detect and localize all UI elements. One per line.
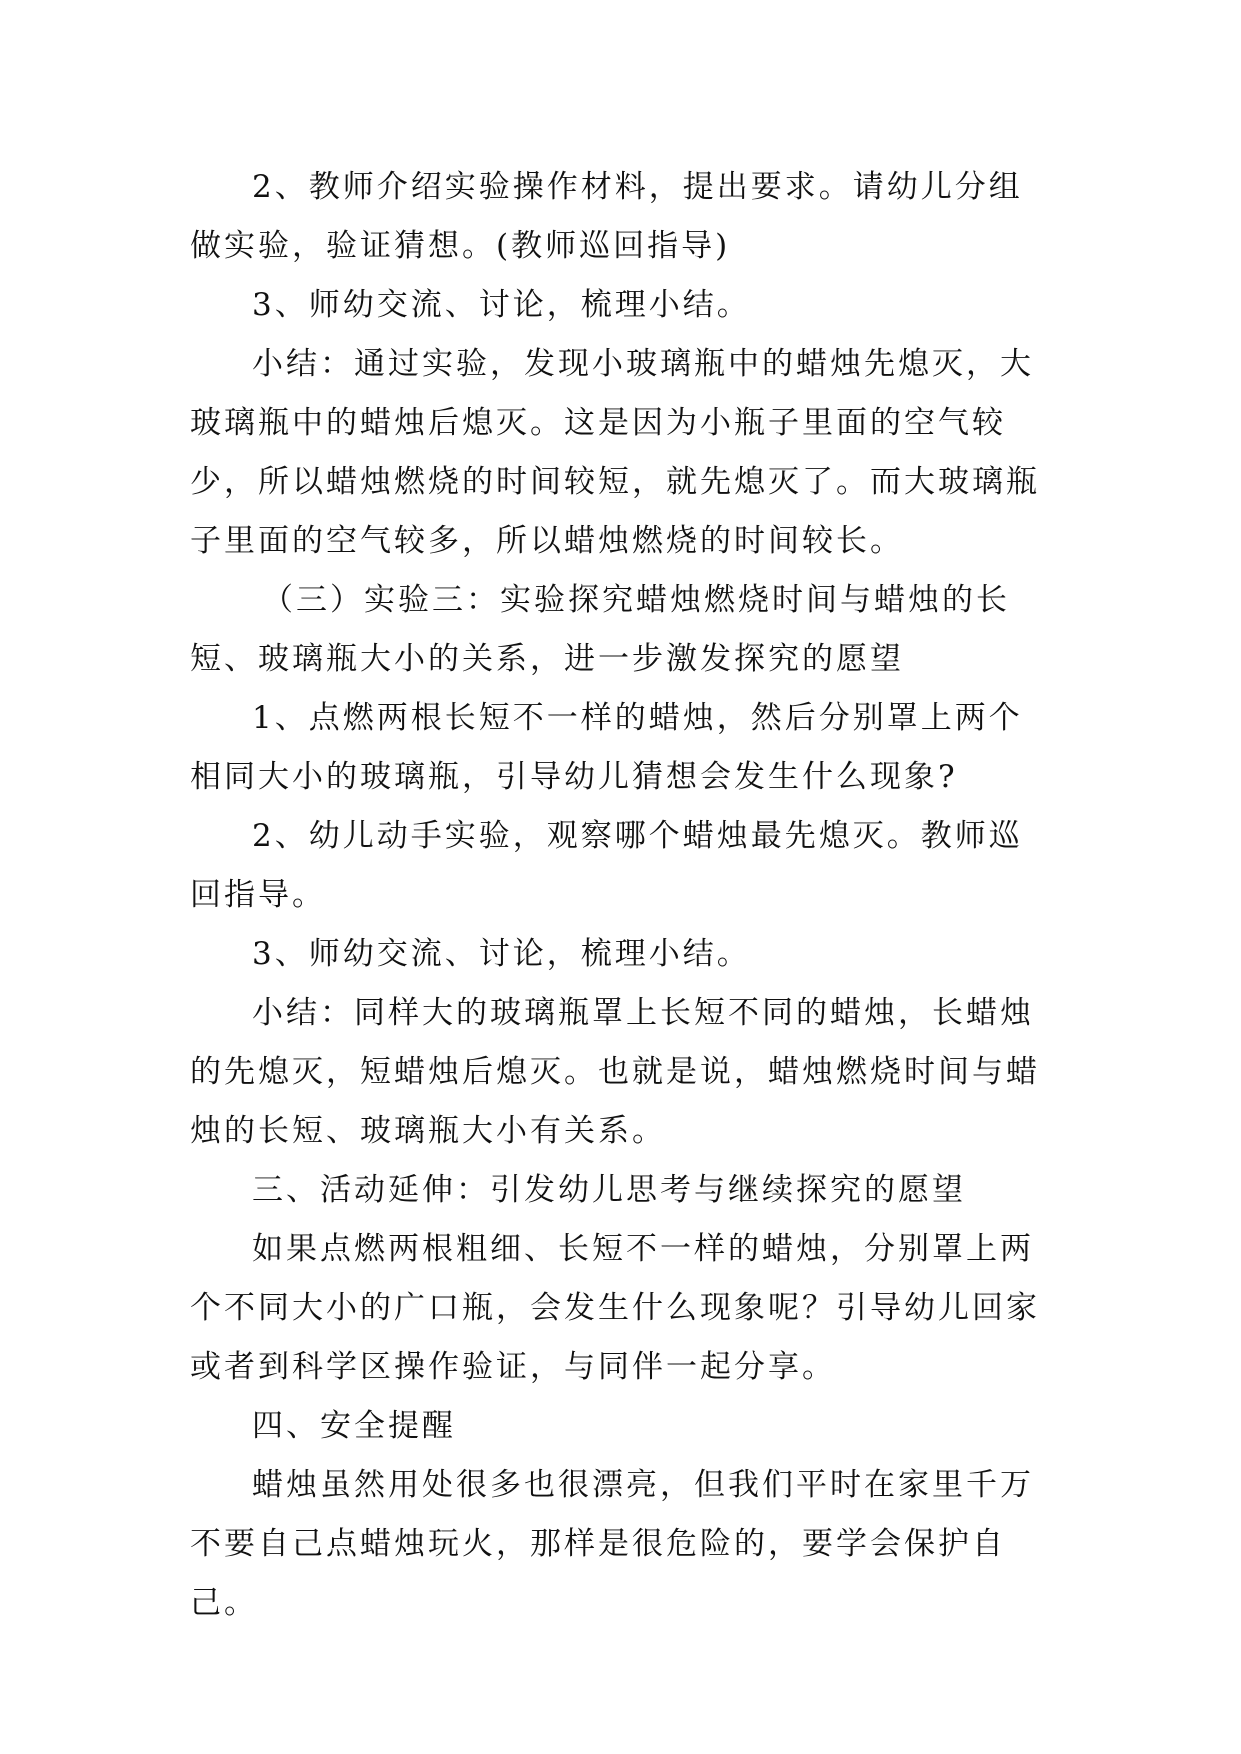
section-heading-experiment-3: （三）实验三：实验探究蜡烛燃烧时间与蜡烛的长短、玻璃瓶大小的关系，进一步激发探究的愿望: [190, 582, 1010, 677]
paragraph-extension-content: 如果点燃两根粗细、长短不一样的蜡烛，分别罩上两个不同大小的广口瓶，会发生什么现象呢？引导幼儿回家或者到科学区操作验证，与同伴一起分享。: [190, 1231, 1040, 1385]
paragraph-step-3-discussion-2: 3、师幼交流、讨论，梳理小结。: [252, 936, 751, 972]
paragraph-summary-candle-length: 小结：同样大的玻璃瓶罩上长短不同的蜡烛，长蜡烛的先熄灭，短蜡烛后熄灭。也就是说，蜡烛燃烧时间与蜡烛的长短、玻璃瓶大小有关系。: [190, 995, 1040, 1149]
paragraph-summary-bottle-size: 小结：通过实验，发现小玻璃瓶中的蜡烛先熄灭，大玻璃瓶中的蜡烛后熄灭。这是因为小瓶子里面的空气较少，所以蜡烛燃烧的时间较短，就先熄灭了。而大玻璃瓶子里面的空气较多，所以蜡烛燃烧的时间较长。: [190, 346, 1040, 559]
paragraph-step-1-light-candles: 1、点燃两根长短不一样的蜡烛，然后分别罩上两个相同大小的玻璃瓶，引导幼儿猜想会发生什么现象?: [190, 700, 1023, 795]
paragraph-step-2-hands-on: 2、幼儿动手实验，观察哪个蜡烛最先熄灭。教师巡回指导。: [190, 818, 1023, 913]
paragraph-step-2-experiment: 2、教师介绍实验操作材料，提出要求。请幼儿分组做实验，验证猜想。(教师巡回指导): [190, 169, 1023, 264]
section-heading-activity-extension: 三、活动延伸：引发幼儿思考与继续探究的愿望: [252, 1172, 966, 1208]
section-heading-safety: 四、安全提醒: [252, 1408, 456, 1444]
document-body: [190, 158, 1045, 1633]
paragraph-safety-content: 蜡烛虽然用处很多也很漂亮，但我们平时在家里千万不要自己点蜡烛玩火，那样是很危险的，要学会保护自己。: [190, 1467, 1034, 1621]
paragraph-step-3-discussion: 3、师幼交流、讨论，梳理小结。: [252, 287, 751, 323]
